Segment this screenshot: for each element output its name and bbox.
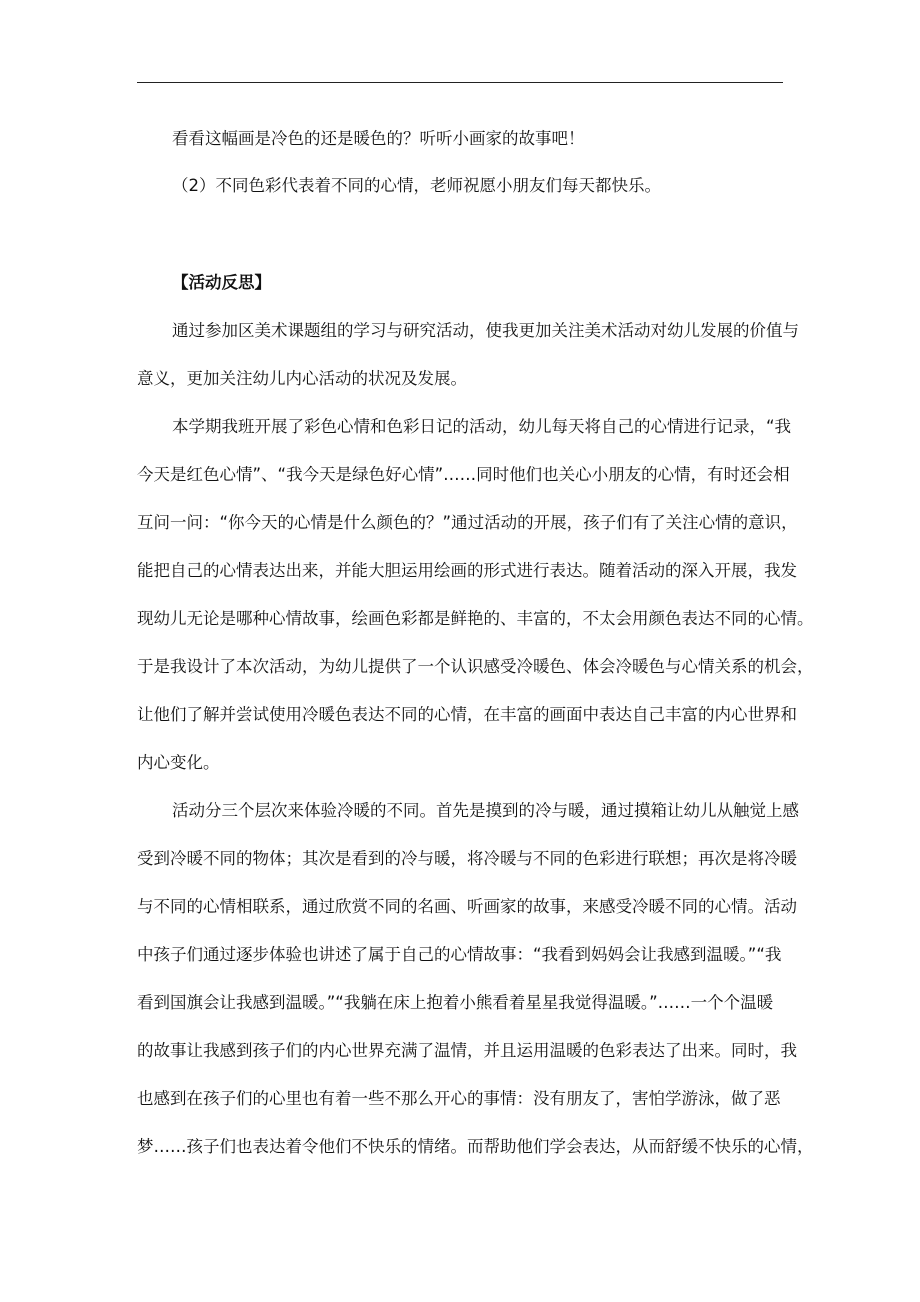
paragraph-line: 的故事让我感到孩子们的内心世界充满了温情，并且运用温暖的色彩表达了出来。同时，我 [137,1041,797,1060]
paragraph-line: 与不同的心情相联系，通过欣赏不同的名画、听画家的故事，来感受冷暖不同的心情。活动 [137,897,797,916]
paragraph-line: 现幼儿无论是哪种心情故事，绘画色彩都是鲜艳的、丰富的，不太会用颜色表达不同的心情。 [137,609,814,628]
paragraph-line: 受到冷暖不同的物体；其次是看到的冷与暖，将冷暖与不同的色彩进行联想；再次是将冷暖 [137,849,797,868]
paragraph-line: 看到国旗会让我感到温暖。”“我躺在床上抱着小熊看着星星我觉得温暖。”……一个个温暖 [137,993,774,1012]
intro-line-1: 看看这幅画是冷色的还是暖色的？听听小画家的故事吧！ [172,129,585,148]
paragraph-line: 能把自己的心情表达出来，并能大胆运用绘画的形式进行表达。随着活动的深入开展，我发 [137,561,797,580]
paragraph-line: 互问一问：“你今天的心情是什么颜色的？”通过活动的开展，孩子们有了关注心情的意识， [137,513,798,532]
paragraph-line: 于是我设计了本次活动，为幼儿提供了一个认识感受冷暖色、体会冷暖色与心情关系的机会， [137,657,814,676]
paragraph-line: 梦……孩子们也表达着令他们不快乐的情绪。而帮助他们学会表达，从而舒缓不快乐的心情， [137,1137,814,1156]
paragraph-line: 中孩子们通过逐步体验也讲述了属于自己的心情故事：“我看到妈妈会让我感到温暖。”“我 [137,945,782,964]
paragraph-line: 也感到在孩子们的心里也有着一些不那么开心的事情：没有朋友了，害怕学游泳，做了恶 [137,1089,781,1108]
paragraph-line: 本学期我班开展了彩色心情和色彩日记的活动，幼儿每天将自己的心情进行记录，“我 [172,417,792,436]
paragraph-line: 活动分三个层次来体验冷暖的不同。首先是摸到的冷与暖，通过摸箱让幼儿从触觉上感 [172,801,799,820]
paragraph-line: 内心变化。 [137,753,220,772]
section-heading: 【活动反思】 [172,273,271,292]
intro-line-2: （2）不同色彩代表着不同的心情，老师祝愿小朋友们每天都快乐。 [172,176,661,195]
header-rule [137,82,783,83]
paragraph-line: 通过参加区美术课题组的学习与研究活动，使我更加关注美术活动对幼儿发展的价值与 [172,321,799,340]
paragraph-line: 让他们了解并尝试使用冷暖色表达不同的心情，在丰富的画面中表达自己丰富的内心世界和 [137,705,797,724]
paragraph-line: 今天是红色心情”、“我今天是绿色好心情”……同时他们也关心小朋友的心情，有时还会相 [137,465,790,484]
paragraph-line: 意义，更加关注幼儿内心活动的状况及发展。 [137,369,467,388]
